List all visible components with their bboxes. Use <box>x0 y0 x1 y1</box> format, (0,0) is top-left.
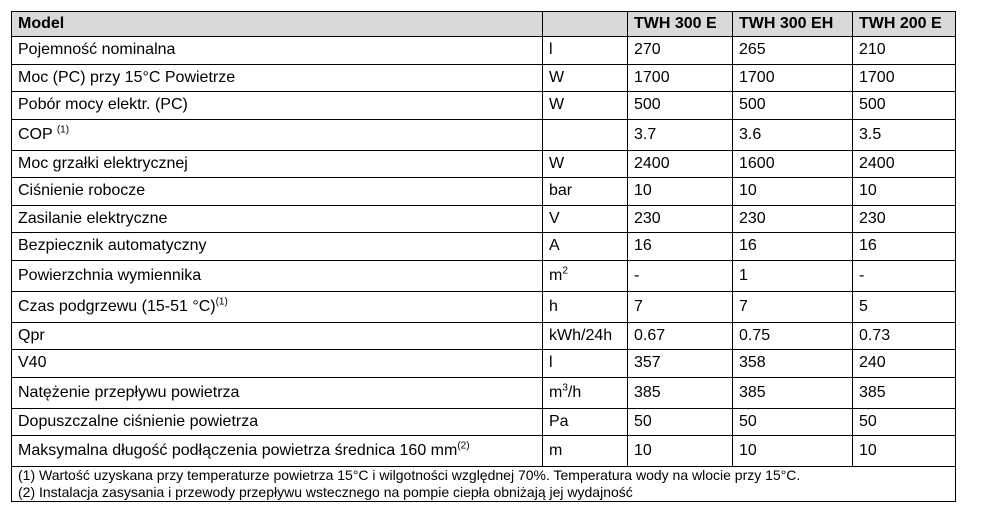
value-twh-200-e: 230 <box>853 205 956 233</box>
value-twh-300-e: 270 <box>628 37 733 65</box>
row-unit <box>543 233 628 261</box>
row-unit-text: Pa <box>549 412 569 430</box>
row-label <box>12 233 543 261</box>
value-twh-300-e: 3.7 <box>628 119 733 150</box>
row-label-text: Czas podgrzewu (15-51 °C) <box>18 297 216 315</box>
value-twh-300-eh: 265 <box>733 37 853 65</box>
value-twh-300-e: 230 <box>628 205 733 233</box>
header-unit <box>543 12 628 37</box>
value-twh-300-e: 10 <box>628 178 733 206</box>
value-twh-200-e: 0.73 <box>853 322 956 350</box>
row-unit-text: bar <box>549 182 573 200</box>
value-twh-300-e: 50 <box>628 408 733 436</box>
row-label <box>12 205 543 233</box>
row-label <box>12 350 543 378</box>
header-row <box>12 12 956 37</box>
table-row <box>12 291 956 322</box>
value-twh-200-e: 2400 <box>853 150 956 178</box>
table-row <box>12 150 956 178</box>
row-label <box>12 436 543 467</box>
row-label <box>12 408 543 436</box>
row-label-text: Natężenie przepływu powietrza <box>18 383 240 401</box>
row-label-text: Qpr <box>18 326 45 344</box>
unit-suffix: /h <box>567 383 582 401</box>
table-row <box>12 436 956 467</box>
value-twh-300-eh: 0.75 <box>733 322 853 350</box>
value-twh-300-e: 357 <box>628 350 733 378</box>
unit-exponent: 2 <box>562 265 568 277</box>
value-twh-300-e: 10 <box>628 436 733 467</box>
row-label-text: Powierzchnia wymiennika <box>18 266 202 284</box>
value-twh-200-e: 3.5 <box>853 119 956 150</box>
row-unit-text: W <box>549 154 565 172</box>
value-twh-300-eh: 50 <box>733 408 853 436</box>
table-row <box>12 92 956 120</box>
row-label-text: Zasilanie elektryczne <box>18 209 168 227</box>
row-unit <box>543 178 628 206</box>
row-label <box>12 92 543 120</box>
header-twh-300-e: TWH 300 E <box>628 12 733 37</box>
value-twh-200-e: - <box>853 260 956 291</box>
table-row <box>12 408 956 436</box>
row-unit <box>543 205 628 233</box>
value-twh-300-eh: 10 <box>733 436 853 467</box>
row-label <box>12 119 543 150</box>
row-label-text: Ciśnienie robocze <box>18 182 146 200</box>
value-twh-300-eh: 7 <box>733 291 853 322</box>
value-twh-200-e: 50 <box>853 408 956 436</box>
spec-table-container <box>11 11 956 502</box>
value-twh-300-e: 1700 <box>628 64 733 92</box>
value-twh-200-e: 10 <box>853 178 956 206</box>
table-row <box>12 322 956 350</box>
table-row <box>12 178 956 206</box>
row-unit <box>543 408 628 436</box>
header-twh-200-e: TWH 200 E <box>853 12 956 37</box>
table-row <box>12 37 956 65</box>
footnote-2: (2) Instalacja zasysania i przewody przepływu wstecznego na pompie ciepła obniżają jej wydajność <box>18 484 633 500</box>
value-twh-200-e: 500 <box>853 92 956 120</box>
value-twh-200-e: 16 <box>853 233 956 261</box>
footnotes-cell <box>12 467 956 502</box>
value-twh-300-eh: 10 <box>733 178 853 206</box>
table-row <box>12 205 956 233</box>
value-twh-200-e: 5 <box>853 291 956 322</box>
table-row <box>12 119 956 150</box>
row-unit-text: A <box>549 237 560 255</box>
row-unit-text: m <box>549 383 563 401</box>
header-twh-300-eh: TWH 300 EH <box>733 12 853 37</box>
row-label-text: Dopuszczalne ciśnienie powietrza <box>18 412 259 430</box>
table-row <box>12 64 956 92</box>
row-unit <box>543 291 628 322</box>
row-unit <box>543 322 628 350</box>
row-unit <box>543 92 628 120</box>
table-row <box>12 350 956 378</box>
row-unit-text: l <box>549 354 553 372</box>
row-label <box>12 377 543 408</box>
row-unit-text: l <box>549 41 553 59</box>
row-label-text: Pobór mocy elektr. (PC) <box>18 96 188 114</box>
row-label-text: COP <box>18 125 57 143</box>
row-unit-text: kWh/24h <box>549 326 613 344</box>
row-unit-text: V <box>549 209 560 227</box>
value-twh-300-eh: 358 <box>733 350 853 378</box>
row-unit-text: m <box>549 266 563 284</box>
table-row <box>12 260 956 291</box>
footnote-1: (1) Wartość uzyskana przy temperaturze powietrza 15°C i wilgotności względnej 70%. Temperatura wody na wlocie przy 15°C. <box>18 467 801 483</box>
value-twh-300-e: 0.67 <box>628 322 733 350</box>
header-model: Model <box>12 12 543 37</box>
row-label-text: Maksymalna długość podłączenia powietrza średnica 160 mm <box>18 442 458 459</box>
unit-exponent: 3 <box>562 382 568 394</box>
value-twh-300-eh: 3.6 <box>733 119 853 150</box>
footnote-ref: (1) <box>215 296 228 308</box>
row-label <box>12 37 543 65</box>
value-twh-300-e: 16 <box>628 233 733 261</box>
value-twh-300-e: 500 <box>628 92 733 120</box>
spec-table <box>11 11 956 502</box>
footnotes-row <box>12 467 956 502</box>
row-unit <box>543 64 628 92</box>
row-unit <box>543 150 628 178</box>
value-twh-300-eh: 230 <box>733 205 853 233</box>
row-unit <box>543 377 628 408</box>
row-unit <box>543 436 628 467</box>
table-row <box>12 377 956 408</box>
value-twh-300-eh: 500 <box>733 92 853 120</box>
value-twh-300-e: 385 <box>628 377 733 408</box>
value-twh-300-e: - <box>628 260 733 291</box>
value-twh-300-eh: 385 <box>733 377 853 408</box>
row-label-text: Moc (PC) przy 15°C Powietrze <box>18 68 236 86</box>
value-twh-200-e: 210 <box>853 37 956 65</box>
row-label <box>12 178 543 206</box>
row-unit <box>543 37 628 65</box>
value-twh-300-e: 7 <box>628 291 733 322</box>
row-label-text: V40 <box>18 354 47 372</box>
value-twh-200-e: 10 <box>853 436 956 467</box>
row-label <box>12 64 543 92</box>
row-unit <box>543 119 628 150</box>
value-twh-300-eh: 1600 <box>733 150 853 178</box>
table-row <box>12 233 956 261</box>
value-twh-300-e: 2400 <box>628 150 733 178</box>
row-unit-text: W <box>549 96 565 114</box>
row-label-text: Pojemność nominalna <box>18 41 176 59</box>
row-label <box>12 291 543 322</box>
row-unit <box>543 350 628 378</box>
value-twh-300-eh: 1700 <box>733 64 853 92</box>
row-unit-text: W <box>549 68 565 86</box>
value-twh-200-e: 240 <box>853 350 956 378</box>
row-label <box>12 260 543 291</box>
footnote-ref: (2) <box>457 440 470 452</box>
row-label <box>12 150 543 178</box>
row-label-text: Moc grzałki elektrycznej <box>18 154 188 172</box>
footnote-ref: (1) <box>56 124 70 136</box>
row-label-text: Bezpiecznik automatyczny <box>18 237 207 255</box>
row-unit-text: m <box>549 442 563 459</box>
row-unit <box>543 260 628 291</box>
value-twh-200-e: 1700 <box>853 64 956 92</box>
row-label <box>12 322 543 350</box>
value-twh-300-eh: 1 <box>733 260 853 291</box>
value-twh-300-eh: 16 <box>733 233 853 261</box>
value-twh-200-e: 385 <box>853 377 956 408</box>
row-unit-text: h <box>549 297 558 315</box>
